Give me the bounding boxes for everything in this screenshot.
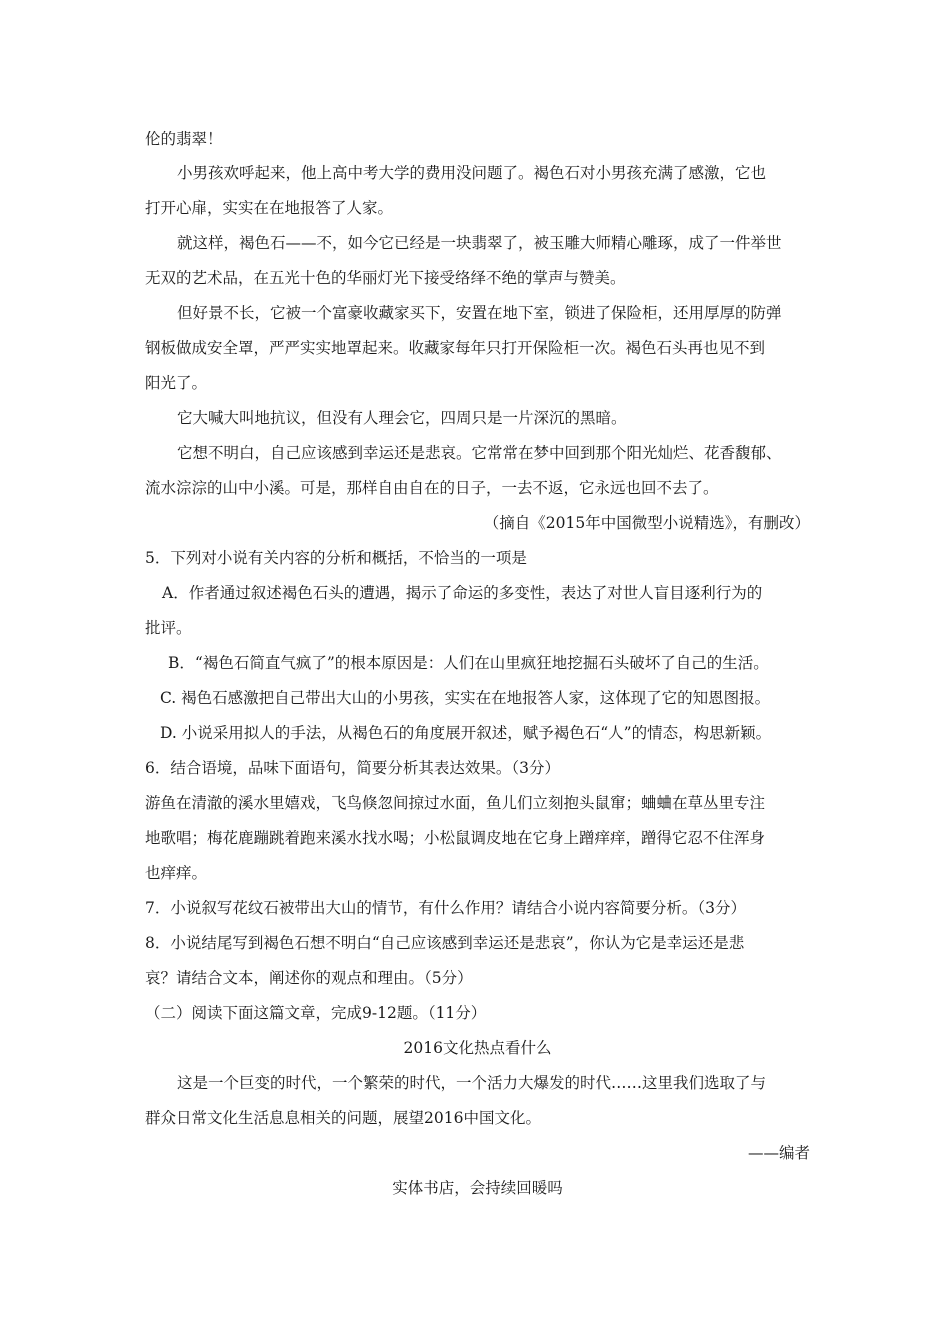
question-6-quote-2: 地歌唱；梅花鹿蹦跳着跑来溪水找水喝；小松鼠调皮地在它身上蹭痒痒，蹭得它忍不住浑身 [145,829,766,847]
question-6-quote-1: 游鱼在清澈的溪水里嬉戏，飞鸟倏忽间掠过水面，鱼儿们立刻抱头鼠窜；蛐蛐在草丛里专注 [145,794,766,812]
article-editor-note: ——编者 [747,1144,810,1162]
story-line-11: 流水淙淙的山中小溪。可是，那样自由自在的日子，一去不返，它永远也回不去了。 [145,479,719,497]
story-line-4: 就这样，褐色石——不，如今它已经是一块翡翠了，被玉雕大师精心雕琢，成了一件举世 [177,234,782,252]
section-2-heading: （二）阅读下面这篇文章，完成9-12题。（11分） [145,1004,487,1022]
question-5-option-d: D. 小说采用拟人的手法，从褐色石的角度展开叙述，赋予褐色石“人”的情态，构思新颖。 [160,724,772,742]
question-8-cont: 哀？请结合文本，阐述你的观点和理由。（5分） [145,969,473,987]
question-5-option-b: B．“褐色石简直气疯了”的根本原因是：人们在山里疯狂地挖掘石头破坏了自己的生活。 [168,654,769,672]
question-5-option-c: C. 褐色石感激把自己带出大山的小男孩，实实在在地报答人家，这体现了它的知恩图报。 [160,689,771,707]
story-line-8: 阳光了。 [145,374,208,392]
question-5: 5．下列对小说有关内容的分析和概括，不恰当的一项是 [145,549,527,567]
question-6: 6．结合语境，品味下面语句，简要分析其表达效果。（3分） [145,759,560,777]
story-line-6: 但好景不长，它被一个富豪收藏家买下，安置在地下室，锁进了保险柜，还用厚厚的防弹 [177,304,782,322]
question-7: 7．小说叙写花纹石被带出大山的情节，有什么作用？请结合小说内容简要分析。（3分） [145,899,746,917]
story-line-2: 小男孩欢呼起来，他上高中考大学的费用没问题了。褐色石对小男孩充满了感激，它也 [177,164,767,182]
article-intro-2: 群众日常文化生活息息相关的问题，展望2016中国文化。 [145,1109,541,1127]
question-5-option-a: A．作者通过叙述褐色石头的遭遇，揭示了命运的多变性，表达了对世人盲目逐利行为的 [162,584,763,602]
story-line-1: 伦的翡翠！ [145,130,223,148]
story-line-10: 它想不明白，自己应该感到幸运还是悲哀。它常常在梦中回到那个阳光灿烂、花香馥郁、 [177,444,782,462]
question-8: 8．小说结尾写到褐色石想不明白“自己应该感到幸运还是悲哀”，你认为它是幸运还是悲 [145,934,745,952]
story-line-7: 钢板做成安全罩，严严实实地罩起来。收藏家每年只打开保险柜一次。褐色石头再也见不到 [145,339,766,357]
article-subtitle: 实体书店，会持续回暖吗 [392,1179,563,1197]
question-6-quote-3: 也痒痒。 [145,864,208,882]
story-source: （摘自《2015年中国微型小说精选》，有删改） [483,514,810,532]
question-5-option-a-cont: 批评。 [145,619,192,637]
article-intro-1: 这是一个巨变的时代，一个繁荣的时代，一个活力大爆发的时代……这里我们选取了与 [177,1074,767,1092]
story-line-3: 打开心扉，实实在在地报答了人家。 [145,199,394,217]
story-line-5: 无双的艺术品，在五光十色的华丽灯光下接受络绎不绝的掌声与赞美。 [145,269,626,287]
article-title: 2016文化热点看什么 [403,1039,552,1057]
story-line-9: 它大喊大叫地抗议，但没有人理会它，四周只是一片深沉的黑暗。 [177,409,627,427]
